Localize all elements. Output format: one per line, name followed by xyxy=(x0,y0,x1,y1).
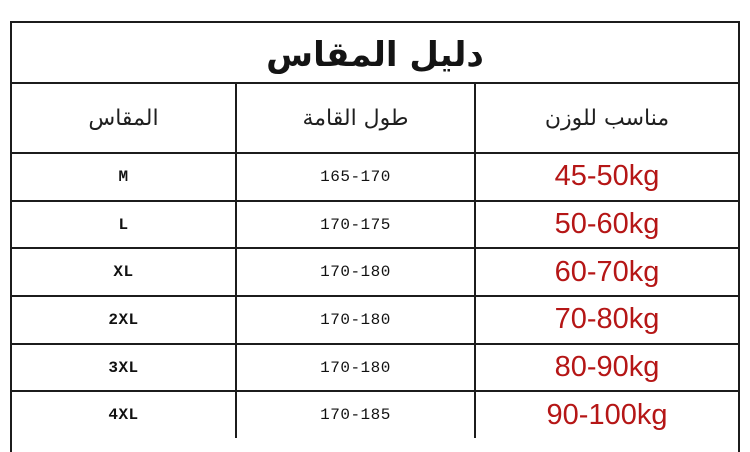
weight-cell xyxy=(476,345,738,391)
table-row xyxy=(12,297,738,345)
weight-value: 60-70kg xyxy=(554,255,660,288)
table-row-partial xyxy=(12,438,738,452)
column-header-size: المقاس xyxy=(88,105,159,131)
weight-cell xyxy=(476,392,738,438)
size-cell xyxy=(12,202,237,248)
height-value: 170-185 xyxy=(320,406,391,425)
header-cell-size xyxy=(12,84,237,152)
height-cell xyxy=(237,345,476,391)
height-value: 170-180 xyxy=(320,310,391,329)
table-header-row xyxy=(12,84,738,154)
column-header-height: طول القامة xyxy=(302,105,409,131)
height-value: 170-175 xyxy=(320,215,391,234)
weight-value: 80-90kg xyxy=(554,351,660,384)
weight-value: 50-60kg xyxy=(554,208,660,241)
table-row xyxy=(12,249,738,297)
weight-value: 70-80kg xyxy=(554,303,660,336)
height-value: 170-180 xyxy=(320,263,391,282)
table-row xyxy=(12,202,738,250)
weight-cell xyxy=(476,154,738,200)
size-value: M xyxy=(118,167,129,186)
size-cell xyxy=(12,249,237,295)
size-value: 4XL xyxy=(108,406,139,425)
header-cell-height xyxy=(237,84,476,152)
size-cell xyxy=(12,392,237,438)
weight-cell xyxy=(476,249,738,295)
height-value: 165-170 xyxy=(320,167,391,186)
weight-cell xyxy=(476,202,738,248)
size-guide-table xyxy=(10,21,740,452)
table-body xyxy=(12,154,738,438)
size-value: XL xyxy=(113,263,134,282)
height-cell xyxy=(237,392,476,438)
size-cell xyxy=(12,345,237,391)
size-value: 3XL xyxy=(108,358,139,377)
page-title: دليل المقاس xyxy=(266,34,484,75)
height-cell xyxy=(237,297,476,343)
column-header-weight: مناسب للوزن xyxy=(544,105,670,131)
height-value: 170-180 xyxy=(320,358,391,377)
table-row xyxy=(12,154,738,202)
size-value: L xyxy=(118,215,129,234)
table-row xyxy=(12,345,738,393)
table-row xyxy=(12,392,738,438)
height-cell xyxy=(237,154,476,200)
table-title-row xyxy=(12,23,738,84)
weight-value: 45-50kg xyxy=(554,160,660,193)
size-value: 2XL xyxy=(108,310,139,329)
height-cell xyxy=(237,202,476,248)
height-cell xyxy=(237,249,476,295)
partial-cell xyxy=(12,438,738,452)
weight-value: 90-100kg xyxy=(546,398,668,431)
header-cell-weight xyxy=(476,84,738,152)
size-cell xyxy=(12,297,237,343)
weight-cell xyxy=(476,297,738,343)
size-cell xyxy=(12,154,237,200)
